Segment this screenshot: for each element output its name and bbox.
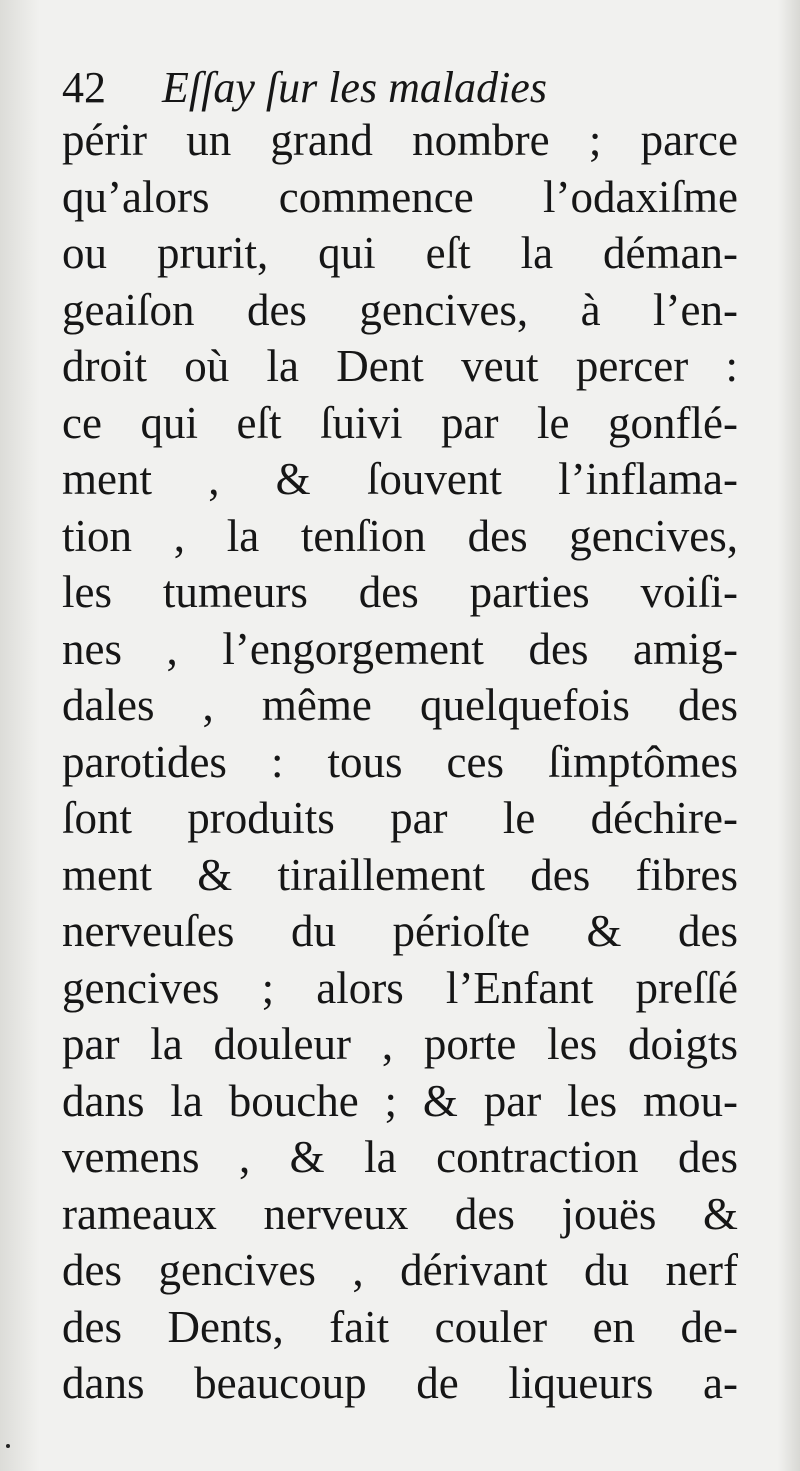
text-line: les tumeurs des parties voiſi-	[62, 567, 738, 617]
text-line: dales , même quelquefois des	[62, 680, 738, 730]
text-line: des Dents, fait couler en de-	[62, 1301, 738, 1352]
body-text	[62, 112, 738, 1412]
text-line: droit où la Dent veut percer :	[62, 341, 738, 391]
text-line: ou prurit, qui eſt la déman-	[62, 228, 738, 278]
text-line: nerveuſes du périoſte & des	[62, 906, 738, 956]
page-header	[62, 62, 662, 114]
text-line: rameaux nerveux des jouës &	[62, 1188, 738, 1239]
text-line: des gencives , dérivant du nerf	[62, 1245, 738, 1295]
text-line: ſont produits par le déchire-	[62, 793, 738, 843]
text-line: périr un grand nombre ; parce	[62, 115, 738, 165]
text-line: gencives ; alors l’Enfant preſſé	[62, 962, 738, 1013]
text-line: ment , & ſouvent l’inflama-	[62, 454, 738, 504]
text-line: parotides : tous ces ſimptômes	[62, 736, 738, 787]
text-line: qu’alors commence l’odaxiſme	[62, 171, 738, 222]
text-line: tion , la tenſion des gencives,	[62, 510, 738, 561]
text-line: ment & tiraillement des fibres	[62, 849, 738, 900]
margin-speck	[6, 1444, 10, 1448]
text-line: dans la bouche ; & par les mou-	[62, 1075, 738, 1126]
page-number: 42	[62, 63, 106, 112]
text-line: par la douleur , porte les doigts	[62, 1019, 738, 1069]
text-line: nes , l’engorgement des amig-	[62, 623, 738, 674]
running-title: Eſſay ſur les maladies	[162, 63, 547, 112]
text-line: ce qui eſt ſuivi par le gonflé-	[62, 397, 738, 448]
text-line: geaiſon des gencives, à l’en-	[62, 284, 738, 335]
text-line: vemens , & la contraction des	[62, 1132, 738, 1182]
text-line: dans beaucoup de liqueurs a-	[62, 1358, 738, 1408]
